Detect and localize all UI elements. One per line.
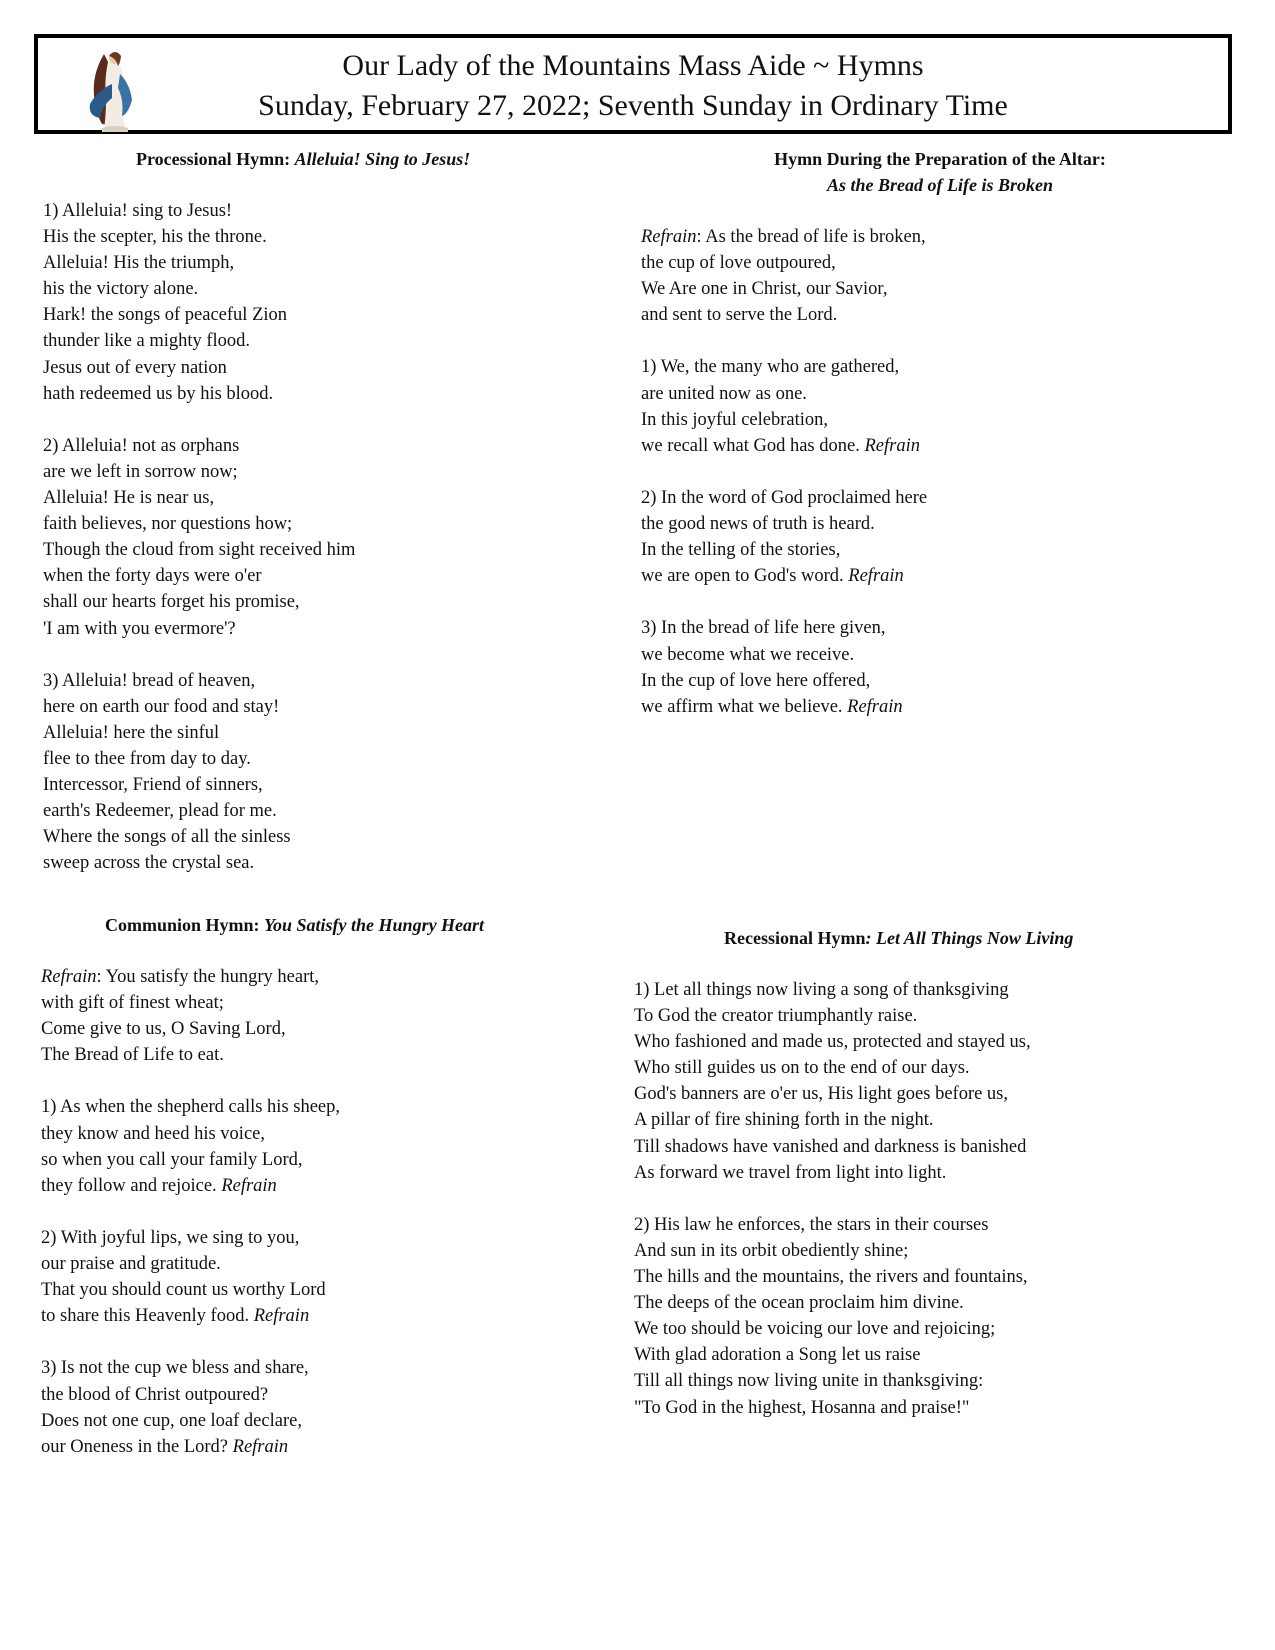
stanza: [641, 354, 1240, 458]
lyric-line: To God the creator triumphantly raise.: [634, 1006, 918, 1027]
lyric-line: they know and heed his voice,: [41, 1123, 265, 1144]
refrain-cue: Refrain: [232, 1436, 289, 1457]
lyric-line: we become what we receive.: [641, 644, 855, 665]
recessional-hymn-section: [634, 925, 1234, 1421]
lyric-line: [41, 1434, 601, 1460]
processional-song-title: Alleluia! Sing to Jesus!: [294, 149, 471, 169]
lyric-text: we recall what God has done.: [641, 435, 865, 456]
lyric-line: [641, 694, 1240, 720]
lyric-line: shall our hearts forget his promise,: [43, 592, 300, 613]
lyric-line: Though the cloud from sight received him: [43, 540, 356, 561]
lyric-line: 3) In the bread of life here given,: [641, 618, 886, 639]
recessional-lyrics: [634, 977, 1234, 1421]
lyric-text: they follow and rejoice.: [41, 1175, 222, 1196]
stanza: [41, 1094, 601, 1198]
stanza: [641, 615, 1240, 719]
lyric-line: In the telling of the stories,: [641, 540, 841, 561]
lyric-line: 2) In the word of God proclaimed here: [641, 487, 928, 508]
lyric-line: here on earth our food and stay!: [43, 696, 280, 717]
lyric-line: sweep across the crystal sea.: [43, 853, 255, 874]
lyric-line: With glad adoration a Song let us raise: [634, 1345, 921, 1366]
lyric-line: 1) As when the shepherd calls his sheep,: [41, 1097, 341, 1118]
lyric-line: his the victory alone.: [43, 279, 199, 300]
lyric-line: earth's Redeemer, plead for me.: [43, 801, 277, 822]
communion-hymn-section: [41, 912, 601, 1460]
preparation-hymn-section: [640, 146, 1240, 720]
lyric-line: [41, 1173, 601, 1199]
stanza: [641, 485, 1240, 589]
lyric-line: 'I am with you evermore'?: [43, 618, 236, 639]
lyric-line: the blood of Christ outpoured?: [41, 1384, 269, 1405]
lyric-line: "To God in the highest, Hosanna and praise!": [634, 1397, 970, 1418]
lyric-line: the cup of love outpoured,: [641, 253, 836, 274]
refrain-stanza: [641, 224, 1240, 328]
stanza: [41, 1225, 601, 1329]
lyric-line: A pillar of fire shining forth in the night.: [634, 1110, 934, 1131]
lyric-line: 1) We, the many who are gathered,: [641, 357, 900, 378]
lyric-line: Hark! the songs of peaceful Zion: [43, 305, 288, 326]
lyric-line: God's banners are o'er us, His light goes before us,: [634, 1084, 1009, 1105]
page-subtitle: Sunday, February 27, 2022; Seventh Sunday in Ordinary Time: [258, 89, 1008, 122]
lyric-line: In this joyful celebration,: [641, 409, 829, 430]
lyric-line: 2) His law he enforces, the stars in their courses: [634, 1214, 989, 1235]
lyric-line: flee to thee from day to day.: [43, 748, 251, 769]
stanza: [43, 668, 603, 877]
lyric-line: Alleluia! here the sinful: [43, 722, 220, 743]
communion-label: Communion Hymn:: [105, 915, 260, 935]
lyric-line: the good news of truth is heard.: [641, 514, 875, 535]
refrain-cue: Refrain: [221, 1175, 277, 1196]
lyric-line: And sun in its orbit obediently shine;: [634, 1240, 909, 1261]
lyric-line: The Bread of Life to eat.: [41, 1045, 224, 1066]
refrain-cue: Refrain: [847, 696, 903, 717]
lyric-text: our Oneness in the Lord?: [41, 1436, 233, 1457]
lyric-line: faith believes, nor questions how;: [43, 514, 293, 535]
processional-lyrics: [43, 198, 603, 876]
lyric-line: In the cup of love here offered,: [641, 670, 871, 691]
refrain-label: Refrain: [41, 967, 97, 987]
lyric-line: We Are one in Christ, our Savior,: [641, 279, 888, 300]
recessional-label: Recessional Hymn: [724, 928, 866, 948]
stanza: [43, 198, 603, 407]
refrain-cue: Refrain: [253, 1306, 310, 1327]
lyric-line: 1) Alleluia! sing to Jesus!: [43, 201, 233, 221]
recessional-heading: [634, 925, 1234, 951]
preparation-label: Hymn During the Preparation of the Altar:: [774, 149, 1106, 169]
lyric-line: with gift of finest wheat;: [41, 993, 224, 1014]
lyric-line: Alleluia! His the triumph,: [43, 253, 235, 274]
preparation-lyrics: [641, 224, 1240, 720]
lyric-line: when the forty days were o'er: [43, 566, 262, 587]
stanza: [43, 433, 603, 642]
stanza: [634, 977, 1234, 1186]
lyric-line: The deeps of the ocean proclaim him divine.: [634, 1293, 964, 1314]
refrain-label: Refrain: [641, 227, 697, 247]
refrain-cue: Refrain: [864, 435, 920, 456]
header-box: [34, 34, 1232, 134]
lyric-line: Come give to us, O Saving Lord,: [41, 1019, 286, 1040]
lyric-text: to share this Heavenly food.: [41, 1306, 254, 1327]
lyric-line: The hills and the mountains, the rivers and fountains,: [634, 1267, 1028, 1288]
lyric-text: we are open to God's word.: [641, 566, 849, 587]
lyric-line: hath redeemed us by his blood.: [43, 383, 274, 404]
lyric-line: Alleluia! He is near us,: [43, 488, 215, 509]
preparation-song-title: As the Bread of Life is Broken: [826, 175, 1053, 195]
lyric-line: our praise and gratitude.: [41, 1254, 221, 1275]
lyric-line: His the scepter, his the throne.: [43, 227, 267, 248]
lyric-line: Where the songs of all the sinless: [43, 827, 291, 848]
communion-song-title: You Satisfy the Hungry Heart: [264, 915, 485, 935]
lyric-line: 2) Alleluia! not as orphans: [43, 435, 240, 456]
refrain-text: : As the bread of life is broken,: [696, 227, 926, 247]
lyric-line: As forward we travel from light into light.: [634, 1162, 947, 1183]
lyric-line: Intercessor, Friend of sinners,: [43, 775, 263, 796]
recessional-song-title: : Let All Things Now Living: [865, 928, 1074, 948]
lyric-line: [641, 224, 1240, 250]
lyric-line: [641, 433, 1240, 459]
lyric-line: That you should count us worthy Lord: [41, 1280, 326, 1301]
lyric-line: 3) Alleluia! bread of heaven,: [43, 670, 256, 691]
communion-lyrics: [41, 964, 601, 1460]
lyric-line: Till shadows have vanished and darkness is banished: [634, 1136, 1027, 1157]
refrain-cue: Refrain: [848, 566, 904, 587]
lyric-line: Till all things now living unite in thanksgiving:: [634, 1371, 984, 1392]
lyric-text: we affirm what we believe.: [641, 696, 848, 717]
stanza: [634, 1212, 1234, 1421]
lyric-line: [641, 563, 1240, 589]
page-title: Our Lady of the Mountains Mass Aide ~ Hymns: [342, 49, 924, 82]
lyric-line: thunder like a mighty flood.: [43, 331, 251, 352]
lyric-line: are united now as one.: [641, 383, 807, 404]
lyric-line: Jesus out of every nation: [43, 357, 227, 378]
preparation-heading: [640, 146, 1240, 198]
lyric-line: so when you call your family Lord,: [41, 1149, 303, 1170]
processional-label: Processional Hymn:: [136, 149, 291, 169]
lyric-line: [41, 1303, 601, 1329]
lyric-line: 1) Let all things now living a song of thanksgiving: [634, 980, 1009, 1000]
lyric-line: Who fashioned and made us, protected and stayed us,: [634, 1032, 1031, 1053]
refrain-text: : You satisfy the hungry heart,: [96, 967, 319, 987]
lyric-line: are we left in sorrow now;: [43, 461, 238, 482]
lyric-line: We too should be voicing our love and rejoicing;: [634, 1319, 996, 1340]
lyric-line: 3) Is not the cup we bless and share,: [41, 1358, 309, 1379]
processional-hymn-section: [43, 146, 603, 876]
lyric-line: [41, 964, 601, 990]
processional-heading: [43, 146, 603, 172]
lyric-line: Does not one cup, one loaf declare,: [41, 1410, 302, 1431]
lyric-line: and sent to serve the Lord.: [641, 305, 838, 326]
communion-heading: [41, 912, 601, 938]
refrain-stanza: [41, 964, 601, 1068]
stanza: [41, 1355, 601, 1459]
lyric-line: 2) With joyful lips, we sing to you,: [41, 1227, 300, 1248]
lyric-line: Who still guides us on to the end of our days.: [634, 1058, 970, 1079]
